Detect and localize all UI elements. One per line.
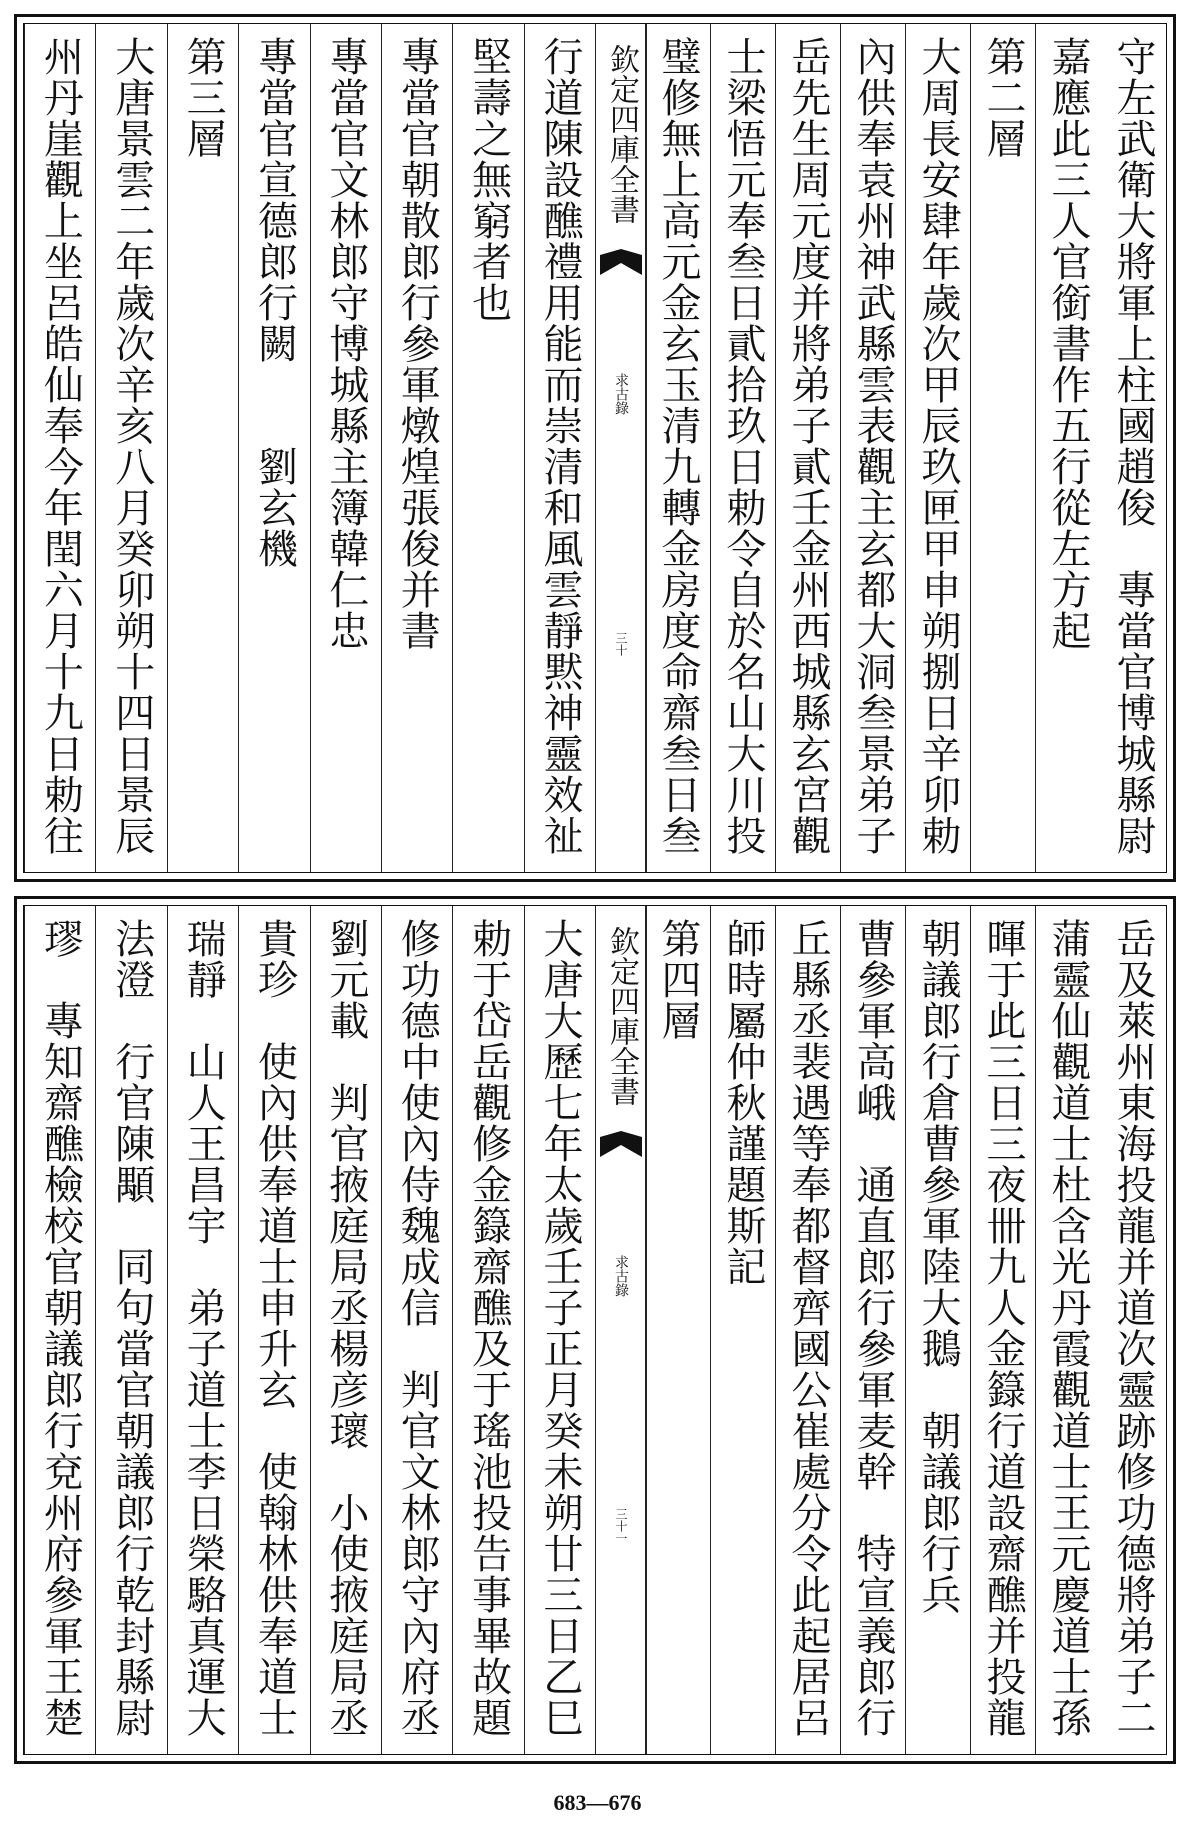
top-column-4: [905, 24, 970, 872]
bottom-column-text-10: 勅于岱岳觀修金籙齋醮及于瑤池投告事畢故題: [465, 918, 512, 1738]
top-column-text-11: 專當官朝散郎行參軍燉煌張俊并書: [394, 36, 441, 651]
top-column-1: [1100, 24, 1165, 872]
bottom-column-text-13: 貴珍 使內供奉道士申升玄 使翰林供奉道士: [251, 918, 298, 1738]
fish-tail-mark-icon: [600, 249, 642, 275]
text-frame-bottom: [23, 905, 1167, 1755]
bottom-column-text-7: 師時屬仲秋謹題斯記: [720, 918, 766, 1287]
bottom-column-text-12: 劉元載 判官掖庭局丞楊彦瓌 小使掖庭局丞: [322, 918, 369, 1738]
top-column-text-16: 州丹崖觀上坐呂皓仙奉今年閏六月十九日勅往: [37, 36, 84, 856]
top-column-9: [524, 24, 595, 872]
bottom-column-text-6: 丘縣丞裴遇等奉都督齊國公崔處分令此起居呂: [785, 918, 831, 1738]
top-column-6: [775, 24, 840, 872]
top-column-15: [95, 24, 166, 872]
work-title: 求古錄: [613, 1255, 629, 1297]
folio-number: 三十: [614, 632, 628, 656]
page-panel-bottom: [14, 896, 1176, 1764]
bottom-column-9: [524, 906, 595, 1754]
top-column-11: [381, 24, 452, 872]
top-column-text-7: 士梁悟元奉叁日貳拾玖日勅令自於名山大川投: [720, 36, 766, 856]
bottom-column-text-2: 蒲靈仙觀道士杜含光丹霞觀道士王元慶道士孫: [1045, 918, 1091, 1738]
top-column-3: [970, 24, 1035, 872]
bottom-column-7: [710, 906, 775, 1754]
top-column-text-4: 大周長安肆年歲次甲辰玖匣甲申朔捌日辛卯勅: [915, 36, 961, 856]
bottom-column-text-14: 瑞靜 山人王昌宇 弟子道士李日榮駱真運大: [180, 918, 227, 1738]
bottom-column-text-3: 暉于此三日三夜卌九人金籙行道設齋醮并投龍: [980, 918, 1026, 1738]
bottom-column-text-11: 修功德中使內侍魏成信 判官文林郎守內府丞: [394, 918, 441, 1738]
top-column-10: [452, 24, 523, 872]
top-column-14: [167, 24, 238, 872]
bottom-column-13: [238, 906, 309, 1754]
book-title: 欽定四庫全書: [604, 926, 639, 1106]
bottom-column-text-8: 第四層: [655, 918, 701, 1041]
bottom-column-text-1: 岳及萊州東海投龍并道次靈跡修功德將弟子二: [1110, 918, 1156, 1738]
top-column-text-12: 專當官文林郎守博城縣主簿韓仁忠: [322, 36, 369, 651]
bottom-column-12: [310, 906, 381, 1754]
top-column-2: [1035, 24, 1100, 872]
bottom-column-16: [24, 906, 95, 1754]
bottom-column-8: [645, 906, 710, 1754]
top-center-margin: [595, 24, 647, 872]
folio-number: 三十一: [614, 1508, 628, 1544]
bottom-column-text-15: 法澄 行官陳顒 同句當官朝議郎行乾封縣尉: [108, 918, 155, 1738]
top-column-text-1: 守左武衛大將軍上柱國趙俊 專當官博城縣尉: [1110, 36, 1156, 856]
page-number-footer: 683—676: [553, 1790, 642, 1815]
top-column-12: [310, 24, 381, 872]
top-column-16: [24, 24, 95, 872]
book-title: 欽定四庫全書: [604, 44, 639, 224]
bottom-column-4: [905, 906, 970, 1754]
top-column-text-14: 第三層: [180, 36, 227, 159]
bottom-column-2: [1035, 906, 1100, 1754]
top-column-text-6: 岳先生周元度并將弟子貳壬金州西城縣玄宮觀: [785, 36, 831, 856]
top-column-text-10: 堅壽之無窮者也: [465, 36, 512, 323]
bottom-column-text-9: 大唐大歷七年太歲壬子正月癸未朔廿三日乙巳: [537, 918, 583, 1738]
top-column-text-13: 專當官宣德郎行闕 劉玄機: [251, 36, 298, 569]
text-frame-top: [23, 23, 1167, 873]
bottom-column-text-4: 朝議郎行倉曹參軍陸大鵝 朝議郎行兵: [915, 918, 961, 1615]
top-column-13: [238, 24, 309, 872]
top-column-text-2: 嘉應此三人官銜書作五行從左方起: [1045, 36, 1091, 651]
bottom-center-margin: [595, 906, 647, 1754]
bottom-column-1: [1100, 906, 1165, 1754]
top-column-text-8: 璧修無上高元金玄玉清九轉金房度命齋叁日叁: [655, 36, 701, 856]
bottom-column-5: [840, 906, 905, 1754]
bottom-column-text-16: 璆 專知齋醮檢校官朝議郎行兗州府參軍王楚: [37, 918, 84, 1738]
bottom-column-text-5: 曹參軍高峨 通直郎行參軍麦幹 特宣義郎行: [850, 918, 896, 1738]
top-column-8: [645, 24, 710, 872]
work-title: 求古錄: [613, 373, 629, 415]
top-column-text-5: 內供奉袁州神武縣雲表觀主玄都大洞叁景弟子: [850, 36, 896, 856]
bottom-column-3: [970, 906, 1035, 1754]
top-column-text-15: 大唐景雲二年歲次辛亥八月癸卯朔十四日景辰: [108, 36, 155, 856]
top-column-7: [710, 24, 775, 872]
bottom-column-15: [95, 906, 166, 1754]
fish-tail-mark-icon: [600, 1131, 642, 1157]
top-column-text-9: 行道陳設醮禮用能而崇清和風雲靜黙神靈效祉: [537, 36, 583, 856]
bottom-column-6: [775, 906, 840, 1754]
top-column-5: [840, 24, 905, 872]
bottom-column-11: [381, 906, 452, 1754]
bottom-column-10: [452, 906, 523, 1754]
bottom-column-14: [167, 906, 238, 1754]
top-column-text-3: 第二層: [980, 36, 1026, 159]
page-panel-top: [14, 14, 1176, 882]
